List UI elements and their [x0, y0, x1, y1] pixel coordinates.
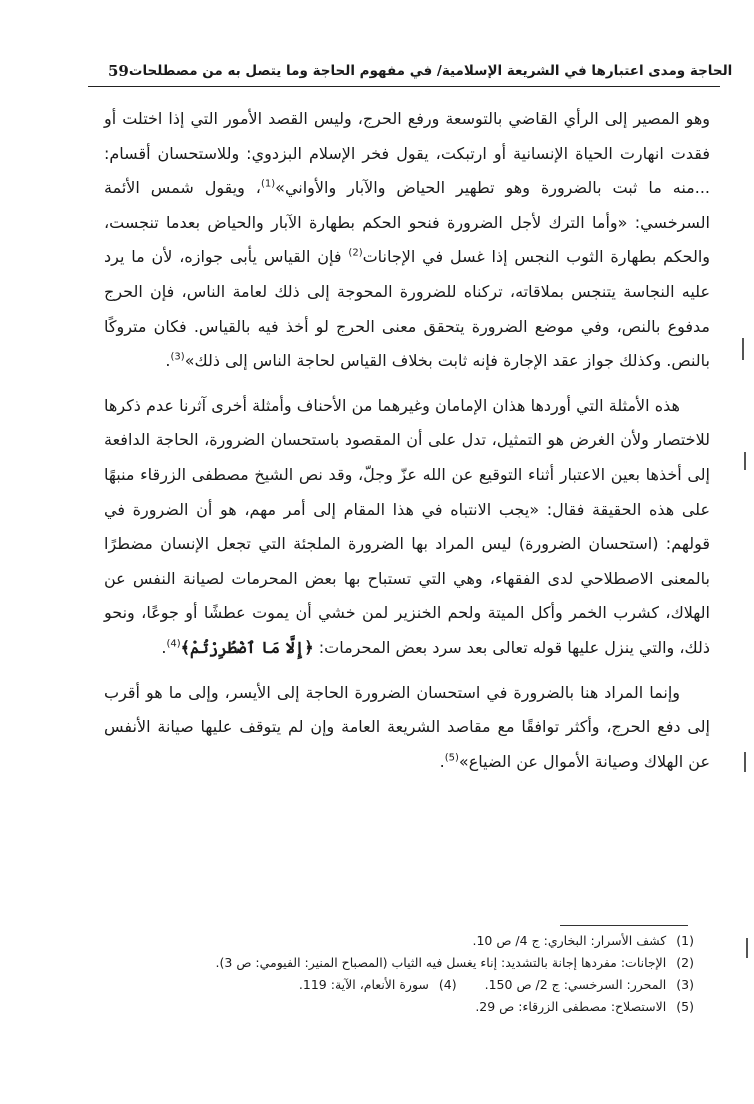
footnote-number: (1): [676, 933, 694, 948]
page-header: [100, 56, 733, 86]
paragraph-3-end: .: [439, 751, 445, 771]
footnote-number: (3): [676, 977, 694, 992]
footnote-row-2: [104, 952, 694, 974]
paragraph-1-part-c: فإن القياس يأبى جوازه، لأن ما يرد عليه النجاسة يتنجس بملاقاته، تركناه للضرورة المحوجة إلى ذلك لعامة الناس، فإن الحرج مدفوع بالنص، وفي موضع الضرورة يتحقق معنى الحرج لو أخذ فيه بالقياس. فكان متروكًا بالنص. وكذلك جواز عقد الإجارة فإنه ثابت بخلاف القياس لحاجة الناس إلى ذلك»: [104, 247, 710, 371]
page-number: 59: [108, 62, 129, 80]
paragraph-1: [104, 102, 710, 379]
footnote-number: (5): [676, 999, 694, 1014]
footnote-1: [472, 930, 694, 952]
paragraph-2: [104, 389, 710, 666]
footnote-number: (4): [438, 977, 457, 992]
footnote-number: (2): [676, 955, 694, 970]
footnote-text: سورة الأنعام، الآية: 119.: [298, 977, 429, 992]
footnote-ref-1[interactable]: (1): [260, 178, 276, 190]
footnote-separator: [560, 925, 688, 926]
quran-verse: ﴿إِلَّا مَا ٱضْطُرِرْتُمْ﴾: [180, 637, 314, 657]
footnote-4: [299, 974, 457, 996]
footnote-text: كشف الأسرار: البخاري: ج 4/ ص 10.: [472, 933, 667, 948]
footnote-text: الإجانات: مفردها إجانة بالتشديد: إناء يغسل فيه الثياب (المصباح المنير: الفيومي: ص 3).: [215, 955, 667, 970]
footnotes: [104, 930, 694, 1018]
header-rule: [88, 86, 720, 87]
footnote-ref-3[interactable]: (3): [170, 351, 185, 363]
paragraph-1-end: .: [165, 351, 171, 371]
paragraph-2-part-a: هذه الأمثلة التي أوردها هذان الإمامان وغيرهما من الأحناف وأمثلة أخرى آثرنا عدم ذكرها للاختصار ولأن الغرض هو التمثيل، تدل على أن المقصود باستحسان الضرورة، الحاجة الدافعة إلى أخذها بعين الاعتبار أثناء التوقيع عن الله عزّ وجلّ، وقد نص الشيخ مصطفى الزرقاء منبهًا على هذه الحقيقة فقال: «يجب الانتباه في هذا المقام إلى أمر مهم، هو أن الضرورة في قولهم: (استحسان الضرورة) ليس المراد بها الضرورة الملجئة التي تجعل الإنسان مضطرًا بالمعنى الاصطلاحي لدى الفقهاء، وهي التي تستباح بها بعض المحرمات لصيانة النفس عن الهلاك، كشرب الخمر وأكل الميتة ولحم الخنزير لمن خشي أن يموت عطشًا أو جوعًا، ونحو ذلك، والتي ينزل عليها قوله تعالى بعد سرد بعض المحرمات:: [104, 395, 710, 657]
scan-margin-mark: [742, 338, 744, 360]
scan-margin-mark: [744, 452, 746, 470]
scan-margin-mark: [744, 752, 746, 772]
running-title: الحاجة ومدى اعتبارها في الشريعة الإسلامية/ في مفهوم الحاجة وما يتصل به من مصطلحات: [128, 63, 733, 79]
main-text: [104, 102, 710, 779]
footnote-row-3: [104, 974, 694, 996]
footnote-3: [485, 974, 694, 996]
footnote-ref-2[interactable]: (2): [348, 248, 363, 260]
footnote-5: [475, 996, 694, 1018]
paragraph-1-part-a: وهو المصير إلى الرأي القاضي بالتوسعة ورفع الحرج، وليس القصد الأمور التي إذا اختلت أو فقدت انهارت الحياة الإنسانية أو ارتبكت، يقول فخر الإسلام البزدوي: وللاستحسان أقسام: ...منه ما ثبت بالضرورة وهو تطهير الحياض والآبار والأواني»: [104, 109, 710, 198]
paragraph-2-end: .: [161, 637, 167, 657]
paragraph-1-part-b: ، ويقول شمس الأئمة السرخسي: «وأما الترك لأجل الضرورة فنحو الحكم بطهارة الآبار والحياض بعدما تنجست، والحكم بطهارة الثوب النجس إذا غسل في الإجانات: [104, 178, 711, 267]
footnote-row-4: [104, 996, 694, 1018]
footnote-text: الاستصلاح: مصطفى الزرقاء: ص 29.: [475, 999, 667, 1014]
footnote-row-1: [104, 930, 694, 952]
footnote-2: [216, 952, 694, 974]
paragraph-3-part-a: وإنما المراد هنا بالضرورة في استحسان الضرورة الحاجة إلى الأيسر، وإلى ما هو أقرب إلى دفع الحرج، وأكثر توافقًا مع مقاصد الشريعة العامة وإن لم يتوقف عليها صيانة الأنفس عن الهلاك وصيانة الأموال عن الضياع»: [104, 682, 710, 771]
scan-margin-mark: [746, 938, 748, 958]
footnote-ref-4[interactable]: (4): [166, 638, 181, 650]
paragraph-3: [104, 676, 710, 780]
footnote-ref-5[interactable]: (5): [444, 752, 459, 764]
footnote-text: المحرر: السرخسي: ج 2/ ص 150.: [484, 977, 667, 992]
